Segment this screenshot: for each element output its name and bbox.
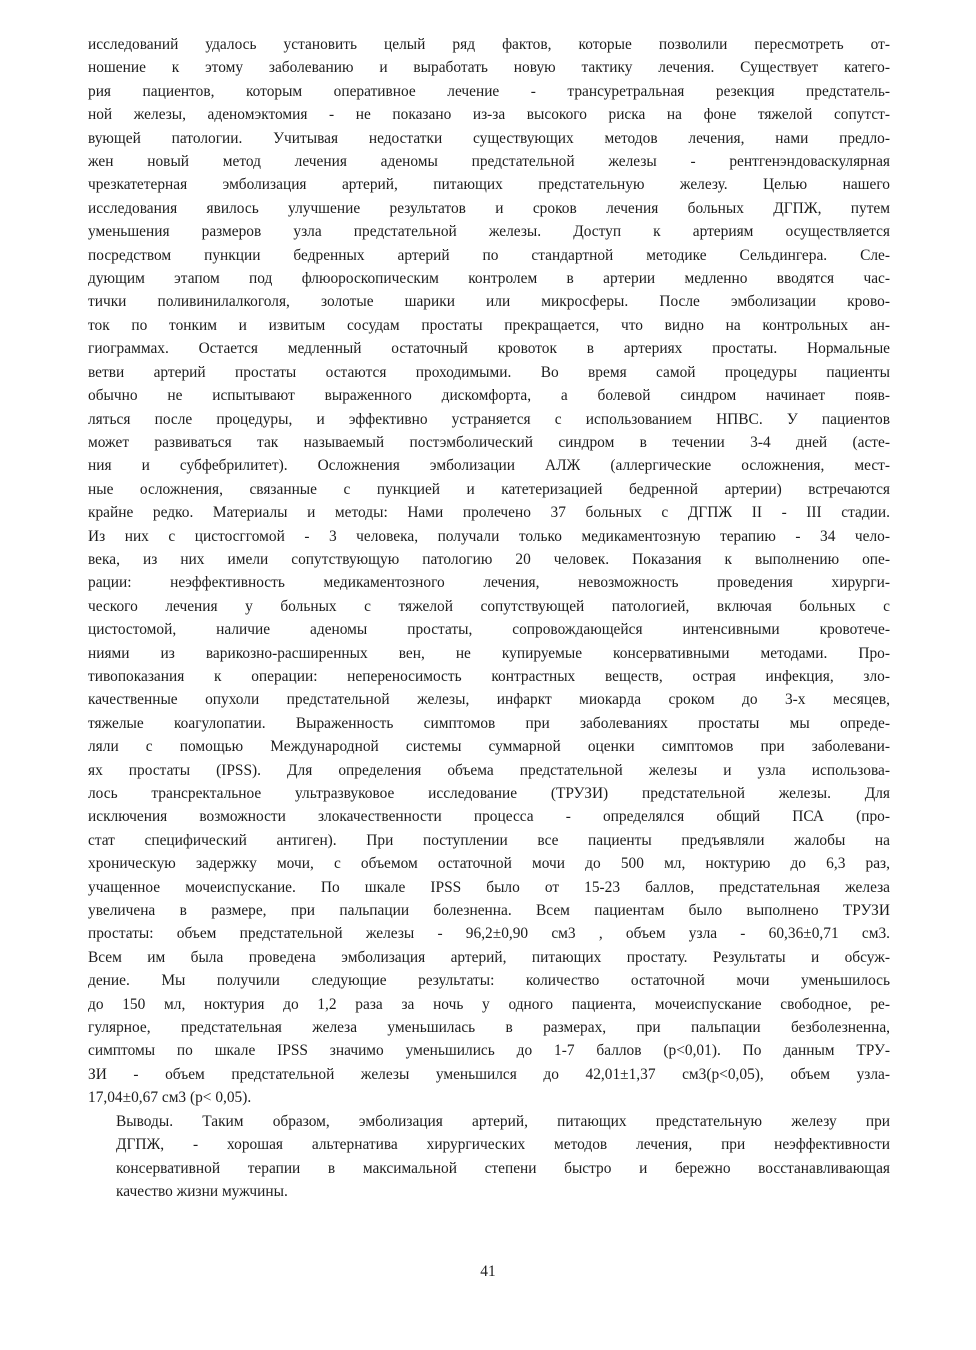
text-line: исследования явилось улучшение результатов и сроков лечения больных ДГПЖ, путем xyxy=(88,199,890,217)
text-line: ные осложнения, связанные с пункцией и катетеризацией бедренной артерии) встречаются xyxy=(88,480,890,498)
text-line: простаты: объем предстательной железы - 96,2±0,90 см3 , объем узла - 60,36±0,71 см3. xyxy=(88,925,890,943)
text-line: жен новый метод лечения аденомы предстательной железы - рентгенэндоваскулярная xyxy=(88,153,890,171)
text-line: уменьшения размеров узла предстательной железы. Доступ к артериям осуществляется xyxy=(88,223,890,241)
text-line: Всем им была проведена эмболизация артерий, питающих простату. Результаты и обсуж- xyxy=(88,948,890,966)
text-line: ях простаты (IPSS). Для определения объема предстательной железы и узла использова- xyxy=(88,761,890,779)
text-line: ветви артерий простаты остаются проходимыми. Во время самой процедуры пациенты xyxy=(88,363,890,381)
text-line: Из них с цистосггомой - 3 человека, получали только медикаментозную терапию - 34 чело- xyxy=(88,527,890,545)
text-line: ляться после процедуры, и эффективно устраняется с использованием НПВС. У пациентов xyxy=(88,410,890,428)
text-line: рия пациентов, которым оперативное лечение - трансуретральная резекция предстатель- xyxy=(88,82,890,100)
text-line: рации: неэффективность медикаментозного лечения, невозможность проведения хирурги- xyxy=(88,574,890,592)
text-line: исключения возможности злокачественности процесса - определялся общий ПСА (про- xyxy=(88,808,890,826)
text-line: увеличена в размере, при пальпации болезненна. Всем пациентам было выполнено ТРУЗИ xyxy=(88,902,890,920)
text-line: тички поливинилалкоголя, золотые шарики или микросферы. После эмболизации крово- xyxy=(88,293,890,311)
text-line: вующей патологии. Учитывая недостатки существующих методов лечения, нами предло- xyxy=(88,129,890,147)
text-line: века, из них имели сопутствующую патологию 20 человек. Показания к выполнению опе- xyxy=(88,550,890,568)
text-line: ЗИ - объем предстательной железы уменьшился до 42,01±1,37 см3(р<0,05), объем узла- xyxy=(88,1065,890,1083)
text-line: гулярное, предстательная железа уменьшилась в размерах, при пальпации безболезненна, xyxy=(88,1019,890,1037)
text-line: обычно не испытывают выраженного дискомфорта, а болевой синдром начинает появ- xyxy=(88,387,890,405)
text-line: учащенное мочеиспускание. По шкале IPSS было от 15-23 баллов, предстательная железа xyxy=(88,878,890,896)
text-line: может развиваться так называемый постэмболический синдром в течении 3-4 дней (асте- xyxy=(88,433,890,451)
text-line: хроническую задержку мочи, с объемом остаточной мочи до 500 мл, ноктурию до 6,3 раз, xyxy=(88,855,890,873)
text-line: чрезкатетерная эмболизация артерий, питающих предстательную железу. Целью нашего xyxy=(88,176,890,194)
text-line: симптомы по шкале IPSS значимо уменьшились до 1-7 баллов (р<0,01). По данным ТРУ- xyxy=(88,1042,890,1060)
text-line: ношение к этому заболеванию и выработать новую тактику лечения. Существует катего- xyxy=(88,59,890,77)
text-line: тивопоказания к операции: непереносимость контрастных веществ, острая инфекция, зло- xyxy=(88,667,890,685)
text-line: качественные опухоли предстательной железы, инфаркт миокарда сроком до 3-х месяцев, xyxy=(88,691,890,709)
text-line: ния и субфебрилитет). Осложнения эмболизации АЛЖ (аллергические осложнения, мест- xyxy=(88,457,890,475)
text-line: гиограммах. Остается медленный остаточный кровоток в артериях простаты. Нормальные xyxy=(88,340,890,358)
text-line: Выводы. Таким образом, эмболизация артерий, питающих предстательную железу при xyxy=(116,1112,890,1130)
text-line: ляли с помощью Международной системы суммарной оценки симптомов при заболевани- xyxy=(88,738,890,756)
text-line: консервативной терапии в максимальной степени быстро и бережно восстанавливающая xyxy=(116,1159,890,1177)
text-line: ток по тонким и извитым сосудам простаты прекращается, что видно на контрольных ан- xyxy=(88,316,890,334)
text-line: стат специфический антиген). При поступлении все пациенты предъявляли жалобы на xyxy=(88,831,890,849)
text-line: ной железы, аденомэктомия - не показано из-за высокого риска на фоне тяжелой сопутст- xyxy=(88,106,890,124)
page-number: 41 xyxy=(480,1263,496,1280)
text-line: дение. Мы получили следующие результаты: количество остаточной мочи уменьшилось xyxy=(88,972,890,990)
body-paragraph-conclusions xyxy=(88,1110,890,1204)
text-line: ДГПЖ, - хорошая альтернатива хирургических методов лечения, при неэффективности xyxy=(116,1136,890,1154)
text-line: ниями из варикозно-расширенных вен, не купируемые консервативными методами. Про- xyxy=(88,644,890,662)
document-body xyxy=(88,33,890,1203)
text-line: качество жизни мужчины. xyxy=(116,1182,288,1200)
text-line: посредством пункции бедренных артерий по стандартной методике Сельдингера. Сле- xyxy=(88,246,890,264)
body-paragraph-main xyxy=(88,33,890,1110)
text-line: цистостомой, наличие аденомы простаты, сопровождающейся интенсивными кровотече- xyxy=(88,621,890,639)
text-line: ческого лечения у больных с тяжелой сопутствующей патологией, включая больных с xyxy=(88,597,890,615)
text-line: дующим этапом под флюороскопическим контролем в артерии медленно вводятся час- xyxy=(88,270,890,288)
text-line: до 150 мл, ноктурия до 1,2 раза за ночь у одного пациента, мочеиспускание свободное, ре- xyxy=(88,995,890,1013)
text-line: лось трансректальное ультразвуковое исследование (ТРУЗИ) предстательной железы. Для xyxy=(88,785,890,802)
text-line: тяжелые коагулопатии. Выраженность симптомов при заболеваниях простаты мы опреде- xyxy=(88,714,890,732)
text-line: крайне редко. Материалы и методы: Нами пролечено 37 больных с ДГПЖ II - III стадии. xyxy=(88,504,890,522)
text-line: исследований удалось установить целый ряд фактов, которые позволили пересмотреть от- xyxy=(88,36,890,53)
text-line: 17,04±0,67 см3 (р< 0,05). xyxy=(88,1089,252,1107)
